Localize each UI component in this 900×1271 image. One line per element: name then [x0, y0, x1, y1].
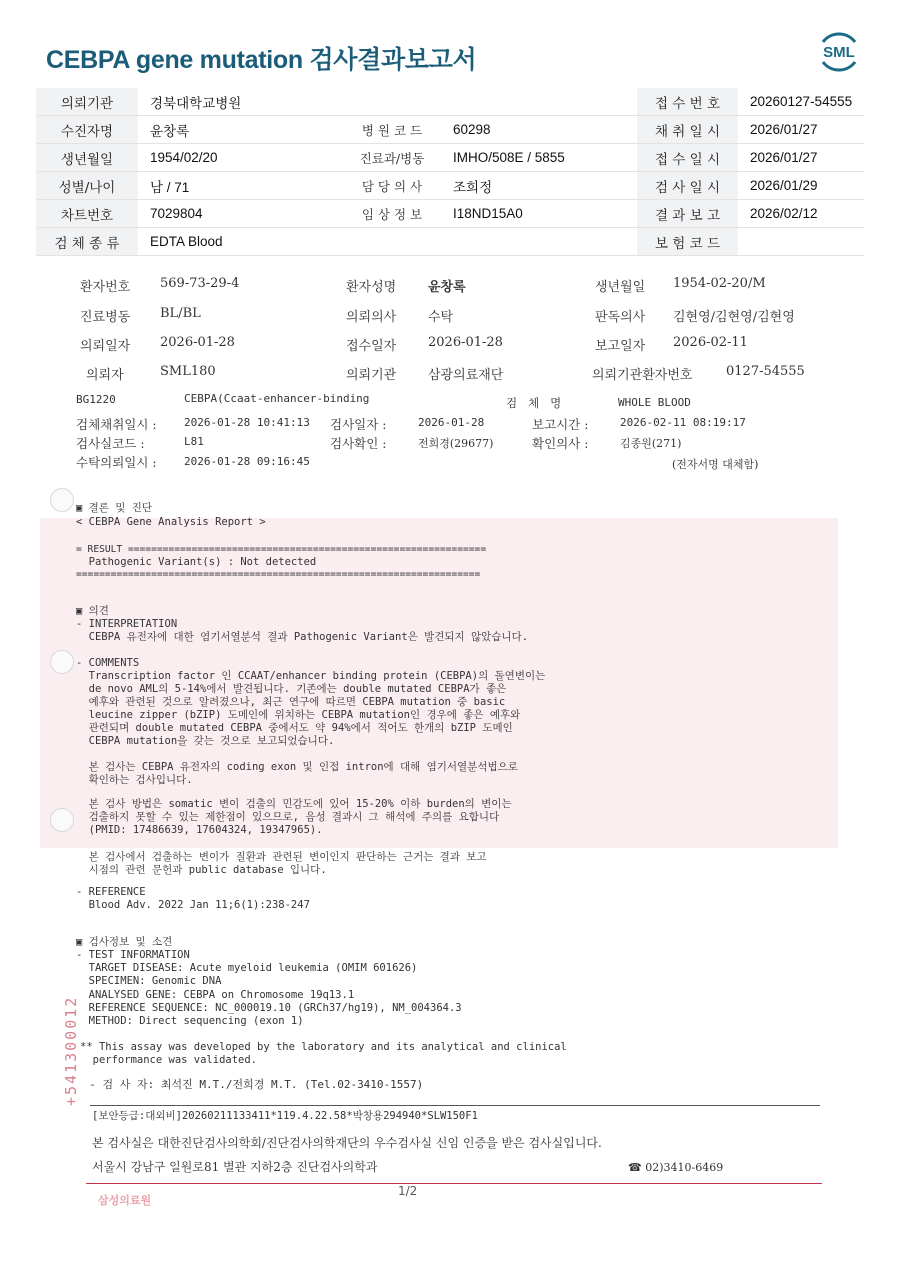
header-label: 진료과/병동: [343, 144, 441, 172]
field-label: 의뢰의사: [346, 310, 397, 325]
birth-date: 1954-02-20/M: [673, 276, 766, 291]
header-value: 남 / 71: [138, 172, 343, 200]
e-signature-note: (전자서명 대체함): [672, 458, 759, 471]
scanned-report: [0, 262, 900, 1271]
header-value: [441, 88, 637, 116]
field-label: 진료병동: [80, 310, 131, 325]
field-label: 검 체 명: [506, 396, 562, 410]
field-label: 판독의사: [595, 310, 646, 325]
section-heading: ▣ 검사정보 및 소견: [76, 936, 173, 948]
report-time: 2026-02-11 08:19:17: [620, 416, 746, 429]
punch-hole: [50, 808, 74, 832]
header-label: 수진자명: [36, 116, 138, 144]
header-value: 60298: [441, 116, 637, 144]
comment-line: leucine zipper (bZIP) 도메인에 위치하는 CEBPA mutation인 경우에 좋은 예후와: [76, 709, 521, 721]
field-label: 의뢰기관: [346, 368, 397, 383]
field-label: 생년월일: [595, 280, 646, 295]
header-label: 성별/나이: [36, 172, 138, 200]
header-row: [36, 144, 864, 172]
header-label: [343, 88, 441, 116]
header-value: 1954/02/20: [138, 144, 343, 172]
address-text: 서울시 강남구 일원로81 별관 지하2층 진단검사의학과: [92, 1160, 378, 1174]
field-label: 검사확인 :: [330, 436, 387, 451]
security-line: [보안등급:대외비]20260211133411*119.4.22.58*박창용294940*SLW150F1: [92, 1110, 478, 1122]
header-label: 검 체 종 류: [36, 228, 138, 256]
certification-text: 본 검사실은 대한진단검사의학회/진단검사의학재단의 우수검사실 신임 인증을 받은 검사실입니다.: [92, 1136, 602, 1150]
header-row: [36, 88, 864, 116]
field-label: 의뢰일자: [80, 339, 131, 354]
field-label: 수탁의뢰일시 :: [76, 455, 157, 470]
comment-line: de novo AML의 5-14%에서 발견됩니다. 기존에는 double mutated CEBPA가 좋은: [76, 683, 507, 695]
section-heading: ▣ 결론 및 진단: [76, 502, 153, 514]
header-value: 윤창록: [138, 116, 343, 144]
result-value: Pathogenic Variant(s) : Not detected: [76, 556, 317, 568]
comment-line: 본 검사 방법은 somatic 변이 검출의 민감도에 있어 15-20% 이하 burden의 변이는: [76, 798, 512, 810]
footer-rule: [90, 1105, 820, 1106]
exam-date: 2026-01-28: [418, 416, 485, 429]
header-label: 결 과 보 고: [637, 200, 738, 228]
test-info-line: REFERENCE SEQUENCE: NC_000019.10 (GRCh37/hg19), NM_004364.3: [76, 1002, 462, 1014]
field-label: 검사일자 :: [330, 417, 387, 432]
field-label: 접수일자: [346, 339, 397, 354]
subsection-heading: - TEST INFORMATION: [76, 949, 190, 961]
comment-line: Transcription factor 인 CCAAT/enhancer binding protein (CEBPA)의 돌연변이는: [76, 670, 546, 682]
header-label: 병 원 코 드: [343, 116, 441, 144]
header-value: IMHO/508E / 5855: [441, 144, 637, 172]
confirming-doctor: 김종원(271): [620, 437, 682, 450]
requesting-doctor: 수탁: [428, 310, 454, 325]
comment-line: CEBPA mutation을 갖는 것으로 보고되었습니다.: [76, 735, 335, 747]
header-row: [36, 228, 864, 256]
header-label: 접 수 번 호: [637, 88, 738, 116]
test-info-line: SPECIMEN: Genomic DNA: [76, 975, 222, 987]
comment-line: 본 검사에서 검출하는 변이가 질환과 관련된 변이인지 판단하는 근거는 결과 보고: [76, 851, 487, 863]
subsection-heading: - INTERPRETATION: [76, 618, 178, 630]
test-info-line: ANALYSED GENE: CEBPA on Chromosome 19q13.1: [76, 989, 355, 1001]
phone-number: ☎ 02)3410-6469: [628, 1161, 724, 1174]
header-value: 2026/01/27: [738, 144, 864, 172]
report-date: 2026-02-11: [673, 335, 748, 350]
header-value: [441, 228, 637, 256]
test-name: CEBPA(Ccaat-enhancer-binding: [184, 392, 370, 405]
collection-time: 2026-01-28 10:41:13: [184, 416, 310, 429]
page-number: 1/2: [398, 1184, 418, 1198]
header-label: 차트번호: [36, 200, 138, 228]
field-label: 의뢰기관환자번호: [592, 368, 693, 383]
interpretation-text: CEBPA 유전자에 대한 염기서열분석 결과 Pathogenic Variant은 발견되지 않았습니다.: [76, 631, 529, 643]
reading-doctor: 김현영/김현영/김현영: [673, 310, 795, 325]
test-info-line: METHOD: Direct sequencing (exon 1): [76, 1015, 304, 1027]
reference-text: Blood Adv. 2022 Jan 11;6(1):238-247: [76, 899, 310, 911]
test-code: BG1220: [76, 393, 116, 406]
specimen: WHOLE BLOOD: [618, 396, 691, 409]
punch-hole: [50, 488, 74, 512]
consignment-time: 2026-01-28 09:16:45: [184, 455, 310, 468]
header-label: 담 당 의 사: [343, 172, 441, 200]
header-value: EDTA Blood: [138, 228, 343, 256]
header-label: [343, 228, 441, 256]
header-label: 생년월일: [36, 144, 138, 172]
receipt-date: 2026-01-28: [428, 335, 503, 350]
field-label: 검사실코드 :: [76, 436, 145, 451]
header-label: 임 상 정 보: [343, 200, 441, 228]
institution-patient-number: 0127-54555: [726, 364, 805, 379]
header-label: 검 사 일 시: [637, 172, 738, 200]
header-value: 7029804: [138, 200, 343, 228]
header-label: 채 취 일 시: [637, 116, 738, 144]
comment-line: (PMID: 17486639, 17604324, 19347965).: [76, 824, 323, 836]
field-label: 보고시간 :: [532, 417, 589, 432]
field-label: 환자성명: [346, 280, 397, 295]
header-value: 2026/02/12: [738, 200, 864, 228]
subsection-heading: - REFERENCE: [76, 886, 146, 898]
header-label: 의뢰기관: [36, 88, 138, 116]
requesting-institution: 삼광의료재단: [428, 368, 504, 383]
comment-line: 시점의 관련 문헌과 public database 입니다.: [76, 864, 327, 876]
document-stamp: +541300012: [62, 995, 80, 1106]
sml-logo: [815, 30, 863, 74]
punch-hole: [50, 650, 74, 674]
test-info-line: TARGET DISEASE: Acute myeloid leukemia (OMIM 601626): [76, 962, 418, 974]
comment-line: 검출하지 못할 수 있는 제한점이 있으므로, 음성 결과시 그 해석에 주의를 요합니다: [76, 811, 500, 823]
header-label: 보 험 코 드: [637, 228, 738, 256]
examiner-line: - 검 사 자: 최석진 M.T./전희경 M.T. (Tel.02-3410-1557): [76, 1078, 424, 1091]
header-label: 접 수 일 시: [637, 144, 738, 172]
comment-line: 확인하는 검사입니다.: [76, 774, 193, 786]
patient-number: 569-73-29-4: [160, 276, 240, 291]
header-value: I18ND15A0: [441, 200, 637, 228]
lab-code: L81: [184, 435, 204, 448]
field-label: 의뢰자: [86, 368, 124, 383]
report-title: CEBPA gene mutation 검사결과보고서: [46, 46, 477, 74]
footer-red-rule: [86, 1183, 822, 1184]
field-label: 확인의사 :: [532, 436, 589, 451]
field-label: 보고일자: [595, 339, 646, 354]
confirmed-by: 전희경(29677): [418, 437, 494, 450]
header-row: [36, 116, 864, 144]
assay-note: ** This assay was developed by the laboratory and its analytical and clinical: [80, 1041, 567, 1053]
header-value: 2026/01/27: [738, 116, 864, 144]
header-value: 조희정: [441, 172, 637, 200]
logo-text: SML: [823, 44, 855, 61]
assay-note: performance was validated.: [80, 1054, 258, 1066]
request-date: 2026-01-28: [160, 335, 235, 350]
ward: BL/BL: [160, 306, 201, 321]
header-value: 2026/01/29: [738, 172, 864, 200]
header-table: [36, 88, 864, 256]
section-heading: ▣ 의견: [76, 605, 109, 617]
result-divider: = RESULT ==============================================================: [76, 544, 487, 555]
hospital-name: 삼성의료원: [98, 1194, 152, 1207]
comment-line: 예후와 관련된 것으로 알려졌으나, 최근 연구에 따르면 CEBPA mutation 중 basic: [76, 696, 506, 708]
header-row: [36, 200, 864, 228]
header-row: [36, 172, 864, 200]
header-value: 경북대학교병원: [138, 88, 343, 116]
comment-line: 본 검사는 CEBPA 유전자의 coding exon 및 인접 intron에 대해 염기서열분석법으로: [76, 761, 518, 773]
analysis-report-title: < CEBPA Gene Analysis Report >: [76, 516, 266, 528]
header-value: 20260127-54555: [738, 88, 864, 116]
subsection-heading: - COMMENTS: [76, 657, 140, 669]
field-label: 환자번호: [80, 280, 131, 295]
header-value: [738, 228, 864, 256]
field-label: 검체채취일시 :: [76, 417, 157, 432]
patient-name: 윤창록: [428, 280, 466, 295]
comment-line: 관련되며 double mutated CEBPA 중에서도 약 94%에서 적어도 한개의 bZIP 도메인: [76, 722, 513, 734]
requester: SML180: [160, 364, 216, 379]
result-rule: ======================================================================: [76, 569, 481, 580]
